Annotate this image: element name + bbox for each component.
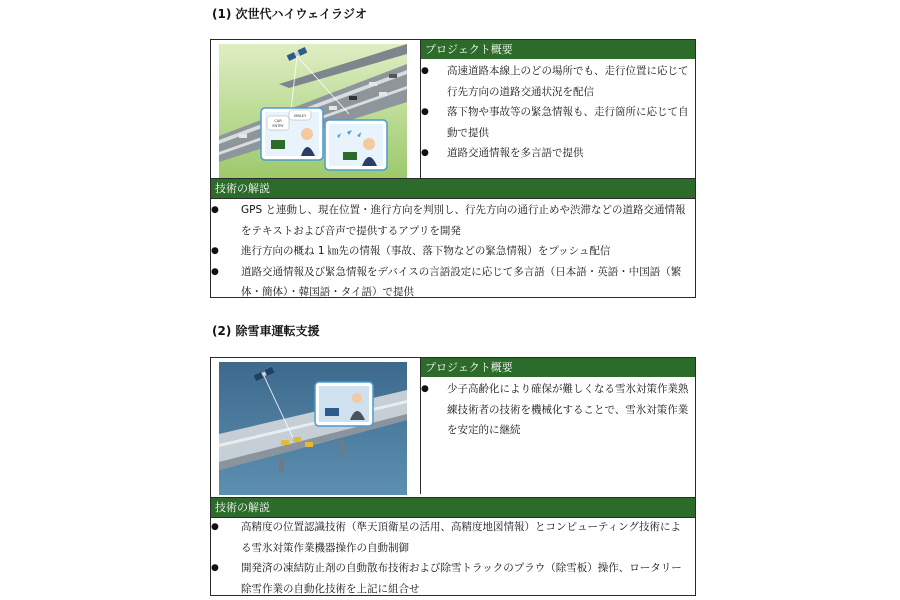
overview-list: [421, 379, 695, 441]
overview-list: [421, 61, 695, 164]
highway-illustration: [219, 44, 407, 179]
tech-list: [211, 200, 695, 303]
overview-panel: [420, 40, 695, 178]
snowplow-illustration: [219, 362, 407, 495]
tech-header: 技術の解説: [211, 498, 695, 517]
tech-header-bar: [211, 178, 695, 199]
list-item: [421, 102, 695, 143]
list-item: [211, 241, 695, 262]
project-card-snow-removal: [210, 357, 696, 596]
list-item: [211, 558, 695, 599]
bullet-icon: ●: [421, 107, 429, 117]
project-card-highway-radio: [210, 39, 696, 298]
tech-item-text: GPS と連動し、現在位置・進行方向を判別し、行先方向の通行止めや渋滞などの道路交通情報をテキストおよび音声で提供するアプリを開発: [241, 204, 686, 237]
bullet-icon: ●: [211, 266, 219, 277]
section-title: (2) 除雪車運転支援: [212, 324, 320, 338]
overview-header: プロジェクト概要: [421, 40, 695, 59]
svg-text:ENTRY: ENTRY: [272, 124, 284, 128]
overview-panel: [420, 358, 695, 494]
bullet-icon: ●: [421, 384, 429, 394]
list-item: [421, 143, 695, 164]
tech-list: [211, 517, 695, 599]
list-item: [421, 379, 695, 441]
tech-item-text: 高精度の位置認識技術（準天頂衛星の活用、高精度地図情報）とコンピューティング技術による雪氷対策作業機器操作の自動制御: [241, 521, 681, 554]
tech-header: 技術の解説: [211, 179, 695, 198]
highway-radio-image: [219, 44, 407, 179]
svg-text:CAR: CAR: [274, 119, 282, 123]
overview-item-text: 高速道路本線上のどの場所でも、走行位置に応じて行先方向の道路交通状況を配信: [447, 65, 689, 98]
bullet-icon: ●: [211, 563, 219, 573]
tech-item-text: 開発済の凍結防止剤の自動散布技術および除雪トラックのプラウ（除雪板）操作、ロータリー除雪作業の自動化技術を上記に組合せ: [241, 562, 682, 595]
bullet-icon: ●: [421, 148, 429, 158]
list-item: [421, 61, 695, 102]
overview-item-text: 落下物や事故等の緊急情報も、走行箇所に応じて自動で提供: [447, 106, 689, 139]
tech-header-bar: [211, 497, 695, 518]
section-title: (1) 次世代ハイウェイラジオ: [212, 7, 368, 21]
bullet-icon: ●: [421, 66, 429, 76]
overview-header: プロジェクト概要: [421, 358, 695, 377]
bullet-icon: ●: [211, 246, 219, 256]
list-item: [211, 262, 695, 303]
overview-item-text: 少子高齢化により確保が難しくなる雪氷対策作業熟練技術者の技術を機械化することで、雪氷対策作業を安定的に継続: [447, 383, 689, 436]
tech-item-text: 道路交通情報及び緊急情報をデバイスの言語設定に応じて多言語（日本語・英語・中国語（繁体・簡体）・韓国語・タイ語）で提供: [241, 265, 682, 298]
svg-text:SMILEY: SMILEY: [293, 114, 307, 118]
overview-item-text: 道路交通情報を多言語で提供: [447, 147, 584, 159]
list-item: [211, 200, 695, 241]
tech-item-text: 進行方向の概ね 1 ㎞先の情報（事故、落下物などの緊急情報）をプッシュ配信: [241, 245, 611, 257]
bullet-icon: ●: [211, 205, 219, 215]
bullet-icon: ●: [211, 522, 219, 532]
snowplow-image: [219, 362, 407, 495]
list-item: [211, 517, 695, 558]
